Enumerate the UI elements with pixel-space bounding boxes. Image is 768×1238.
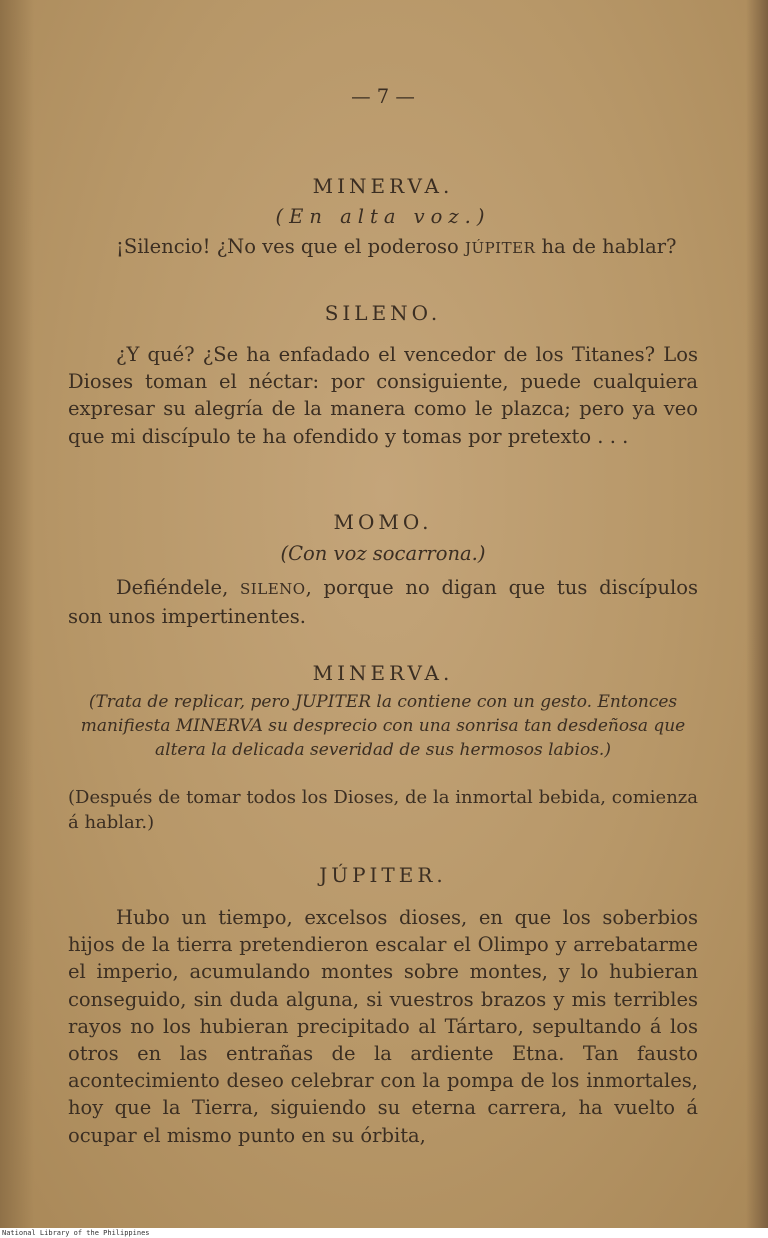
page-shadow-right: [746, 0, 768, 1228]
dialogue-text: ha de hablar?: [535, 235, 677, 258]
dialogue-momo: [68, 574, 698, 630]
speaker-jupiter: JÚPITER.: [319, 863, 447, 887]
dialogue-sileno: ¿Y qué? ¿Se ha enfadado el vencedor de los Titanes? Los Dioses toman el néctar: por consiguiente, puede cualquiera expresar su alegría de la manera como le plazca; pero ya veo que mi discípulo te ha ofendido y tomas por pretexto . . .: [68, 343, 698, 448]
library-credit: National Library of the Philippines: [2, 1229, 150, 1237]
speaker-sileno: SILENO.: [324, 301, 442, 325]
name-jupiter: JÚPITER: [464, 239, 536, 257]
stage-direction-3: (Después de tomar todos los Dioses, de la inmortal bebida, comienza á hablar.): [68, 787, 698, 833]
speaker-minerva-2: MINERVA.: [312, 661, 454, 685]
speaker-minerva-1: MINERVA.: [312, 174, 454, 198]
dialogue-text: Defiéndele,: [116, 576, 241, 599]
dialogue-text: , porque no digan que tus discípulos son unos impertinentes.: [68, 576, 698, 629]
speaker-momo: MOMO.: [333, 510, 433, 534]
name-sileno: SILENO: [240, 580, 306, 598]
stage-direction-1: (En alta voz.): [275, 205, 491, 228]
dialogue-jupiter: Hubo un tiempo, excelsos dioses, en que los soberbios hijos de la tierra pretendieron escalar el Olimpo y arrebatarme el imperio, acumulando montes sobre montes, y lo hubieran conseguido, sin duda alguna, si vuestros brazos y mis terribles rayos no los hubieran precipitado al Tártaro, sepultando á los otros en las entrañas de la ardiente Etna. Tan fausto acontecimiento deseo celebrar con la pompa de los inmortales, hoy que la Tierra, siguiendo su eterna carrera, ha vuelto á ocupar el mismo punto en su órbita,: [68, 906, 698, 1147]
stage-direction-2: (Trata de replicar, pero JUPITER la contiene con un gesto. Entonces manifiesta MINERVA su desprecio con una sonrisa tan desdeñosa que altera la delicada severidad de sus hermosos labios.): [80, 692, 686, 760]
dialogue-text: ¡Silencio! ¿No ves que el poderoso: [116, 235, 465, 258]
page-number: — 7 —: [351, 85, 415, 108]
stage-direction-momo: (Con voz socarrona.): [280, 542, 486, 565]
page-shadow-left: [0, 0, 34, 1228]
dialogue-minerva-1: [116, 233, 706, 262]
